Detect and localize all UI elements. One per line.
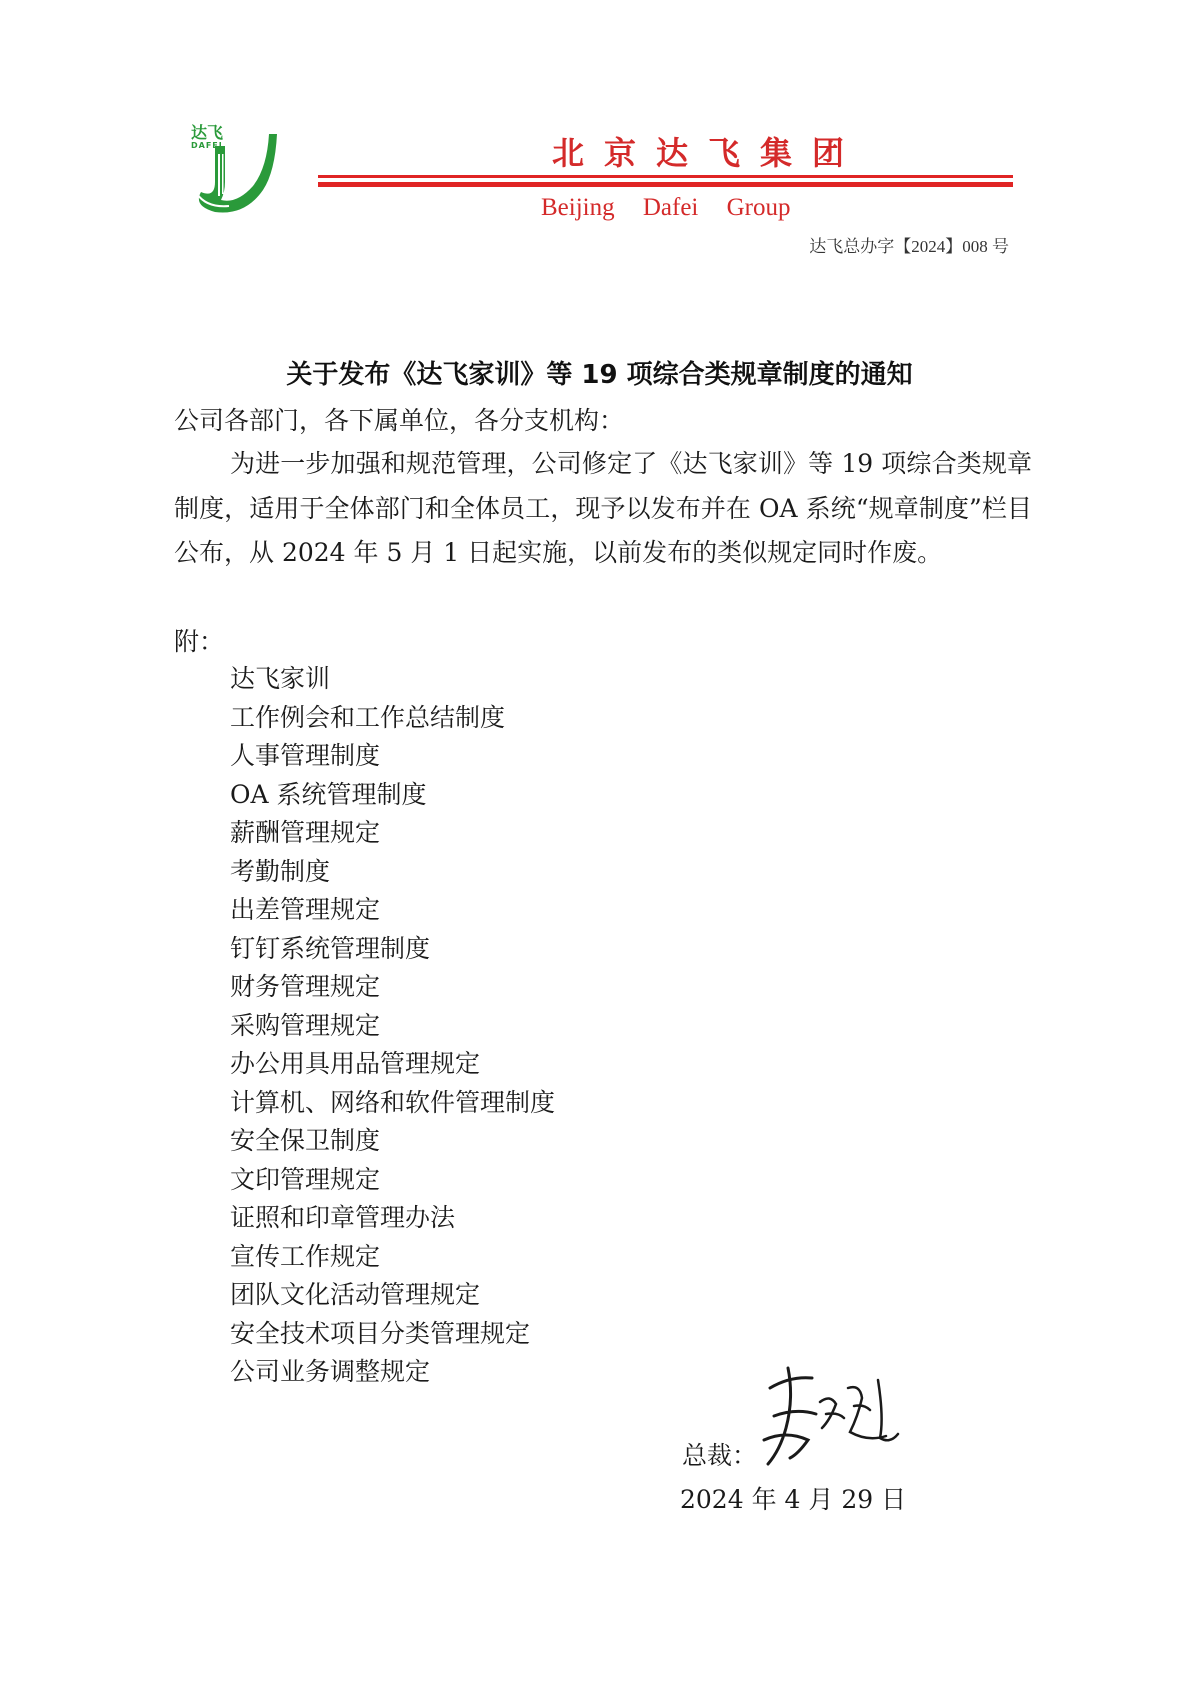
- signature-icon: [750, 1358, 900, 1478]
- attachment-item: 采购管理规定: [230, 1010, 381, 1040]
- attachment-item: 薪酬管理规定: [230, 818, 381, 847]
- company-name-cn: 北京达飞集团: [552, 134, 865, 172]
- attachment-item: 财务管理规定: [230, 972, 381, 1001]
- attachment-item: 安全保卫制度: [230, 1126, 381, 1155]
- attachment-item: OA 系统管理制度: [230, 779, 427, 809]
- svg-text:DAFEI: DAFEI: [191, 141, 223, 150]
- header-rule-thin: [318, 175, 1013, 178]
- attachment-item: 人事管理制度: [230, 741, 381, 770]
- notice-title: 关于发布《达飞家训》等 19 项综合类规章制度的通知: [286, 360, 913, 390]
- attachment-item: 钉钉系统管理制度: [230, 933, 431, 963]
- attachments-label: 附：: [174, 627, 225, 656]
- company-name-en: Beijing Dafei Group: [541, 194, 791, 221]
- attachment-item: 计算机、网络和软件管理制度: [230, 1087, 556, 1117]
- header-rule-thick: [318, 182, 1013, 187]
- salutation: 公司各部门，各下属单位，各分支机构：: [174, 406, 625, 435]
- attachments-list: [230, 660, 555, 1392]
- attachment-item: 证照和印章管理办法: [230, 1203, 456, 1232]
- attachment-item: 考勤制度: [230, 856, 331, 886]
- attachment-item: 文印管理规定: [230, 1164, 381, 1194]
- attachment-item: 公司业务调整规定: [230, 1357, 431, 1386]
- dafei-logo-icon: [185, 120, 285, 220]
- attachment-item: 宣传工作规定: [230, 1241, 381, 1271]
- attachment-item: 出差管理规定: [230, 895, 381, 924]
- document-number: 达飞总办字【2024】008 号: [809, 237, 1009, 256]
- signoff-date: 2024 年 4 月 29 日: [680, 1485, 907, 1514]
- attachment-item: 安全技术项目分类管理规定: [230, 1318, 531, 1348]
- attachment-item: 工作例会和工作总结制度: [230, 702, 506, 732]
- president-label: 总裁：: [682, 1441, 758, 1470]
- attachment-item: 达飞家训: [230, 664, 331, 693]
- svg-text:达飞: 达飞: [191, 123, 224, 142]
- notice-body: 为进一步加强和规范管理，公司修定了《达飞家训》等 19 项综合类规章制度，适用于全体部门和全体员工，现予以发布并在 OA 系统“规章制度”栏目公布，从 2024 年 5 月 1 日起实施，以前发布的类似规定同时作废。: [174, 449, 1032, 567]
- attachment-item: 团队文化活动管理规定: [230, 1280, 481, 1309]
- attachment-item: 办公用具用品管理规定: [230, 1049, 481, 1078]
